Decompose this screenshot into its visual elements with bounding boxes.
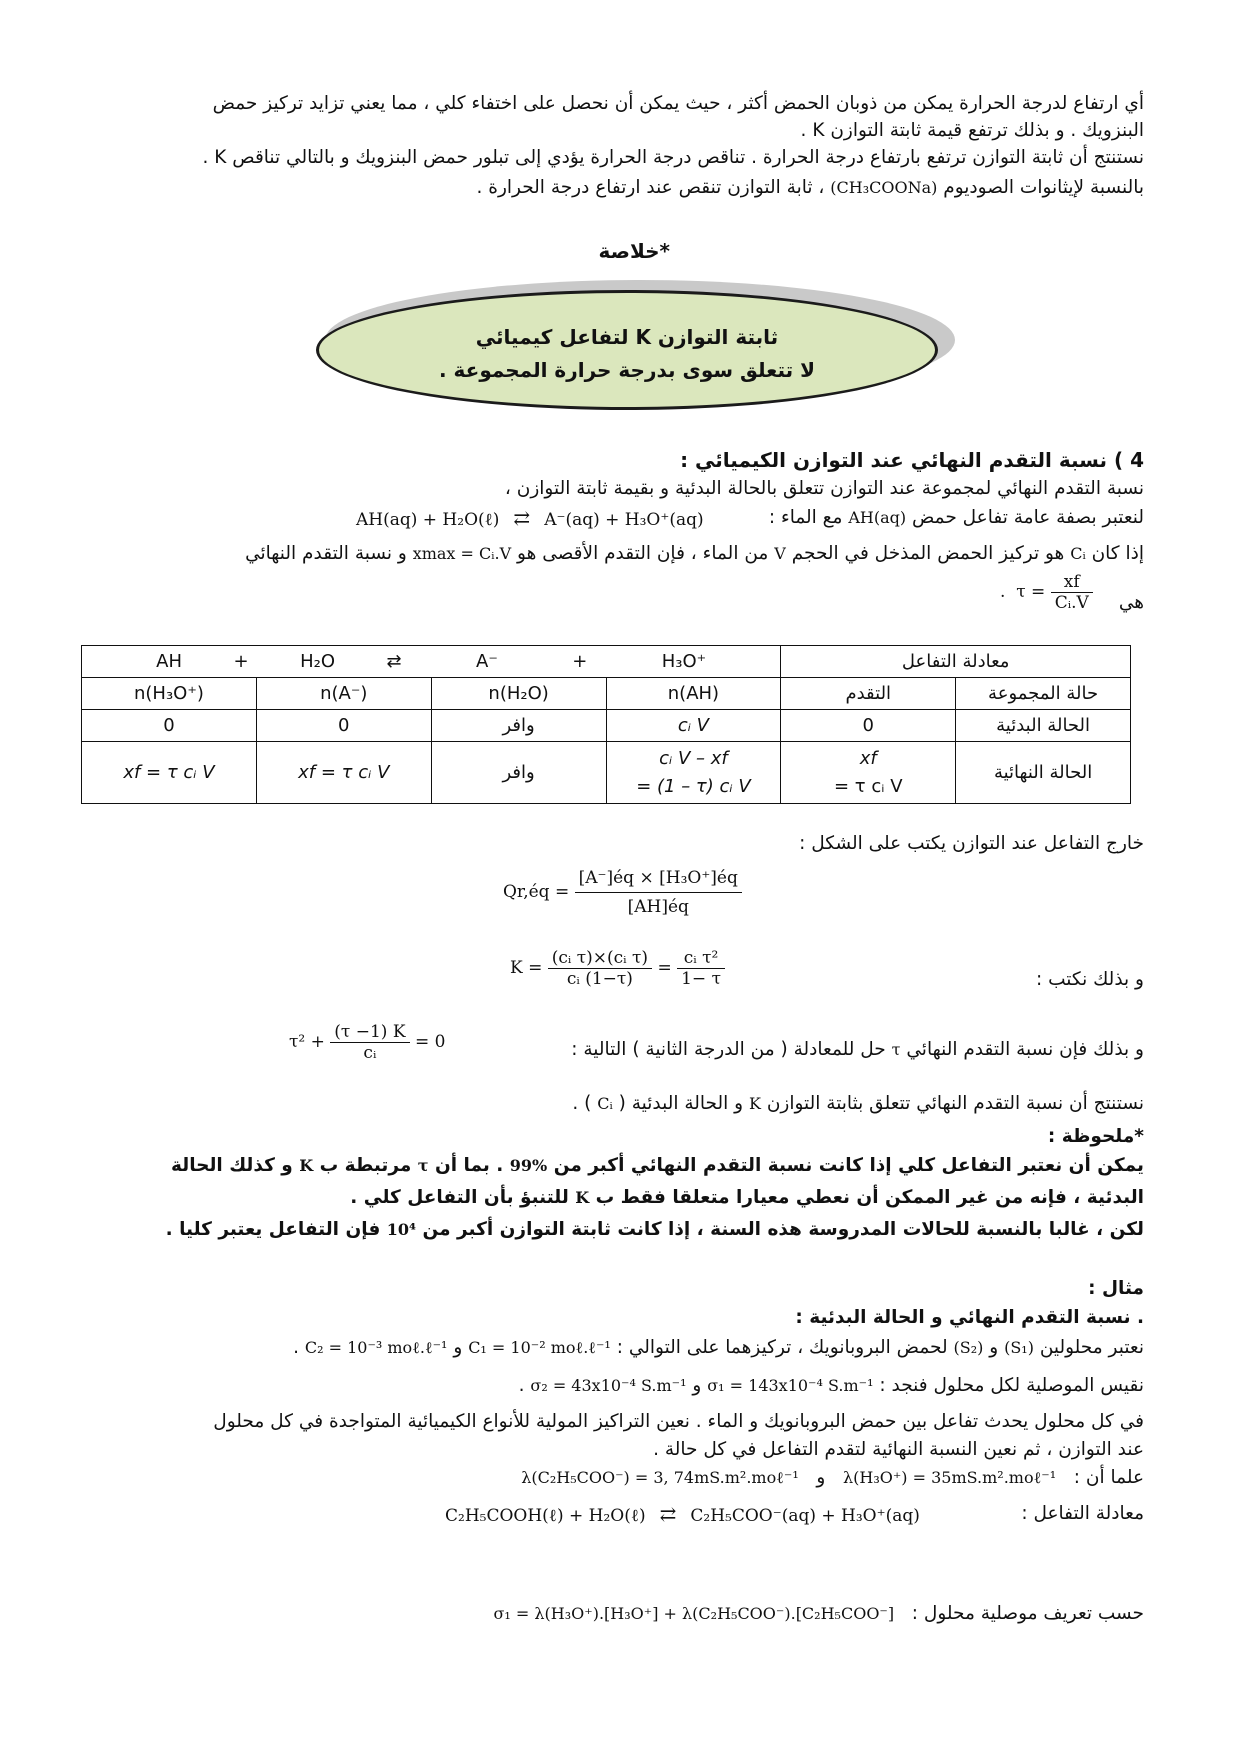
section-4-title: 4 ) نسبة التقدم النهائي عند التوازن الكيميائي :	[680, 448, 1144, 472]
example-p3: في كل محلول يحدث تفاعل بين حمض البروبانويك و الماء . نعين التراكيز المولية للأنواع الكيميائية المتواجدة في كل محلول	[213, 1411, 1144, 1432]
table-cell: الحالة النهائية	[956, 742, 1131, 804]
quadratic-text: و بذلك فإن نسبة التقدم النهائي τ حل للمعادلة ( من الدرجة الثانية ) التالية :	[571, 1039, 1144, 1060]
table-cell: التقدم	[781, 678, 956, 710]
table-cell: xf = τ cᵢ V	[256, 742, 431, 804]
table-cell: وافر	[431, 742, 606, 804]
intro-line-3: نستنتج أن ثابتة التوازن ترتفع بارتفاع درجة الحرارة . تناقص درجة الحرارة يؤدي إلى تبلور حمض البنزويك و بالتالي تناقص K .	[202, 147, 1144, 168]
note-line-1: يمكن أن نعتبر التفاعل كلي إذا كانت نسبة التقدم النهائي أكبر من 99% . بما أن τ مرتبطة ب K و كذلك الحالة	[171, 1155, 1144, 1176]
note-line-3: لكن ، غالبا بالنسبة للحالات المدروسة هذه السنة ، إذا كانت ثابتة التوازن أكبر من 10⁴ فإن التفاعل يعتبر كليا .	[165, 1219, 1144, 1240]
summary-line-1: ثابتة التوازن K لتفاعل كيميائي	[475, 325, 779, 349]
summary-ellipse	[316, 290, 938, 410]
tau-definition: . τ = $\frac{xf}{\text{Cᵢ.V}}$	[1000, 572, 1093, 613]
table-cell: 0	[781, 710, 956, 742]
table-row	[82, 742, 1131, 804]
table-cell: cᵢ V	[606, 710, 781, 742]
table-cell: الحالة البدئية	[956, 710, 1131, 742]
section-4-p2: لنعتبر بصفة عامة تفاعل حمض AH(aq) مع الماء :	[768, 507, 1144, 528]
table-cell: xf = τ cᵢ V	[781, 742, 956, 804]
note-line-2: البدئية ، فإنه من غير الممكن أن نعطي معيارا متعلقا فقط ب K للتنبؤ بأن التفاعل كلي .	[350, 1187, 1144, 1208]
table-cell: n(H₃O⁺)	[82, 678, 257, 710]
table-row	[82, 710, 1131, 742]
intro-line-2: البنزويك . و بذلك ترتفع قيمة ثابتة التوازن K .	[800, 120, 1144, 141]
example-p5: علما أن : λ(H₃O⁺) = 35mS.m².moℓ⁻¹ و λ(C₂H₅COO⁻) = 3, 74mS.m².moℓ⁻¹	[521, 1467, 1144, 1488]
equilibrium-table	[81, 645, 1131, 804]
note-title: *ملحوظة :	[1047, 1126, 1144, 1147]
quotient-intro: خارج التفاعل عند التوازن يكتب على الشكل :	[799, 833, 1144, 854]
table-cell: xf = τ cᵢ V	[82, 742, 257, 804]
section-4-p3: إذا كان Cᵢ هو تركيز الحمض المذخل في الحجم V من الماء ، فإن التقدم الأقصى هو xmax = Cᵢ.V و نسبة التقدم النهائي	[245, 543, 1144, 564]
example-p1: نعتبر محلولين (S₁) و (S₂) لحمض البروبانويك ، تركيزهما على التوالي : C₁ = 10⁻² moℓ.ℓ⁻¹ و C₂ = 10⁻³ moℓ.ℓ⁻¹ .	[293, 1337, 1144, 1358]
intro-line-4: بالنسبة لإيثانوات الصوديوم (CH₃COONa) ، ثابة التوازن تنقص عند ارتفاع درجة الحرارة .	[476, 177, 1144, 198]
reaction-quotient-formula: Qr,éq = $\frac{\text{[A⁻]éq × [H₃O⁺]éq}}{[AH]éq}$	[503, 868, 742, 917]
quadratic-equation: τ² + $\frac{(\tau -1) K}{\text{cᵢ}}$ = 0	[289, 1022, 446, 1063]
table-cell: وافر	[431, 710, 606, 742]
conclusion-line: نستنتج أن نسبة التقدم النهائي تتعلق بثابتة التوازن K و الحالة البدئية ( Cᵢ ) .	[572, 1093, 1144, 1114]
example-p7: حسب تعريف موصلية محلول : σ₁ = λ(H₃O⁺).[H₃O⁺] + λ(C₂H₅COO⁻).[C₂H₅COO⁻]	[493, 1603, 1144, 1624]
table-cell: cᵢ V – xf = (1 – τ) cᵢ V	[606, 742, 781, 804]
table-cell: n(A⁻)	[256, 678, 431, 710]
example-p4: عند التوازن ، ثم نعين النسبة النهائية لتقدم التفاعل في كل حالة .	[653, 1439, 1144, 1460]
reaction-equation-cell: AH + H₂O ⇄ A⁻ + H₃O⁺	[82, 646, 781, 678]
equilibrium-constant-formula: K = $\frac{\text{(cᵢ τ)×(cᵢ τ)}}{\text{cᵢ (1−τ)}}$ = $\frac{\text{cᵢ τ²}}{1- \tau}$	[510, 948, 725, 989]
write-k-label: و بذلك نكتب :	[1035, 969, 1144, 990]
example-title: مثال :	[1088, 1278, 1144, 1299]
propanoic-reaction-equation: C₂H₅COOH(ℓ) + H₂O(ℓ) ⇄ C₂H₅COO⁻(aq) + H₃O⁺(aq)	[445, 1502, 920, 1526]
table-cell: 0	[256, 710, 431, 742]
table-cell: حالة المجموعة	[956, 678, 1131, 710]
example-p2: نقيس الموصلية لكل محلول فنجد : σ₁ = 143x10⁻⁴ S.m⁻¹ و σ₂ = 43x10⁻⁴ S.m⁻¹ .	[518, 1375, 1144, 1396]
reaction-label-cell: معادلة التفاعل	[781, 646, 1131, 678]
example-p6: معادلة التفاعل :	[1021, 1503, 1144, 1524]
table-row	[82, 678, 1131, 710]
summary-line-2: لا تتعلق سوى بدرجة حرارة المجموعة .	[438, 358, 816, 382]
example-subtitle: . نسبة التقدم النهائي و الحالة البدئية :	[795, 1307, 1144, 1328]
summary-heading: *خلاصة	[598, 239, 670, 263]
table-cell: 0	[82, 710, 257, 742]
intro-line-1: أي ارتفاع لدرجة الحرارة يمكن من ذوبان الحمض أكثر ، حيث يمكن أن نحصل على اختفاء كلي ، مما يعني تزايد تركيز حمض	[212, 93, 1144, 114]
section-4-p4: هي	[1118, 592, 1144, 613]
table-cell: n(H₂O)	[431, 678, 606, 710]
table-cell: n(AH)	[606, 678, 781, 710]
acid-reaction-equation: AH(aq) + H₂O(ℓ) ⇄ A⁻(aq) + H₃O⁺(aq)	[356, 506, 704, 530]
section-4-p1: نسبة التقدم النهائي لمجموعة عند التوازن تتعلق بالحالة البدئية و بقيمة ثابتة التوازن ،	[504, 478, 1144, 499]
table-row	[82, 646, 1131, 678]
